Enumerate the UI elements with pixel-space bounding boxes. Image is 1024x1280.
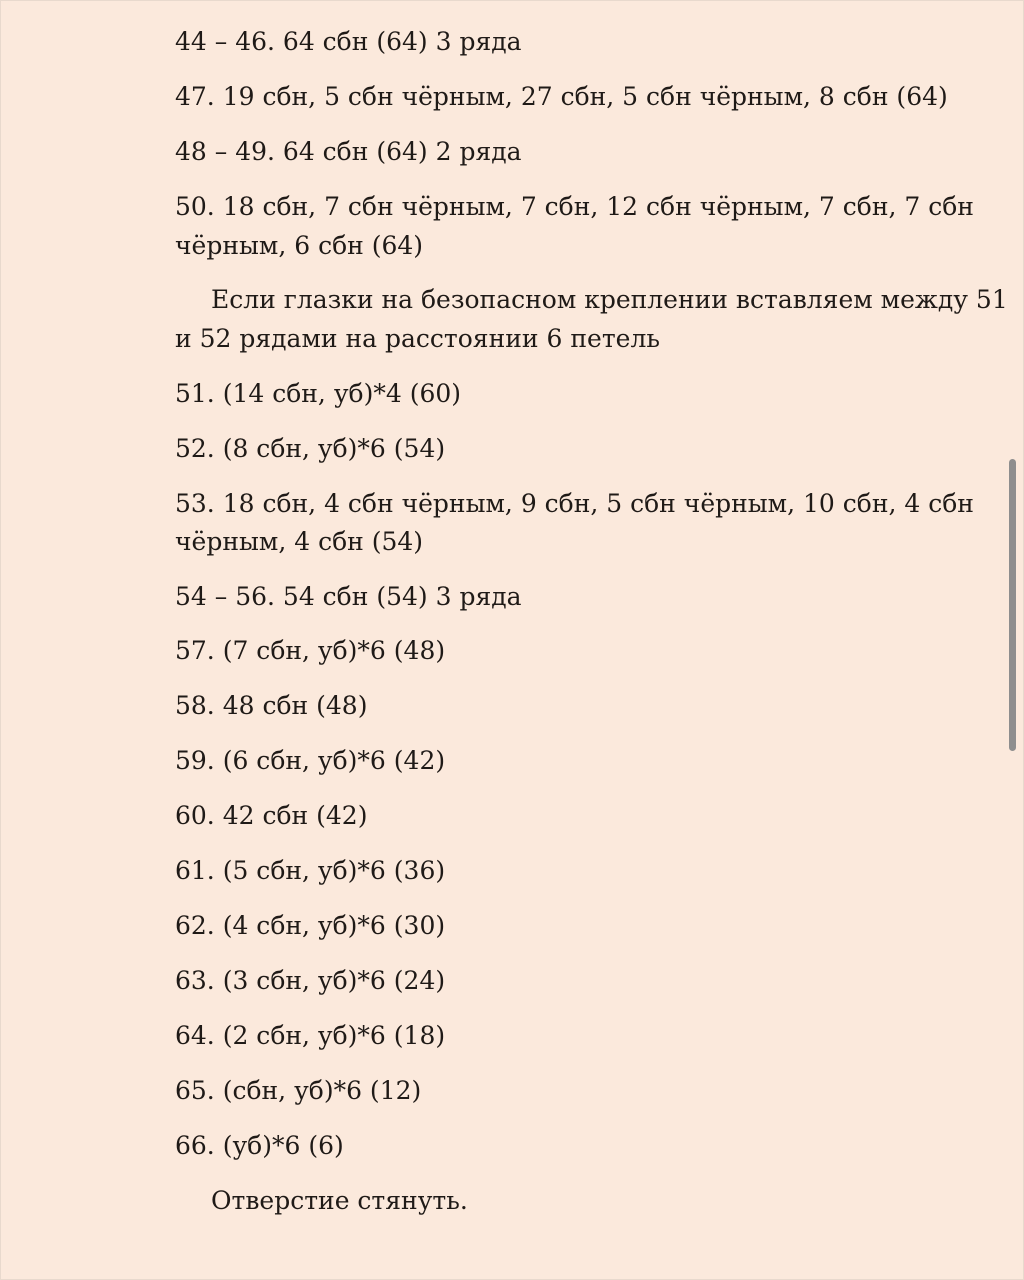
eyes-note-continued: и 52 рядами на расстоянии 6 петель	[175, 324, 660, 353]
row-66: 66. (уб)*6 (6)	[175, 1131, 344, 1160]
row-50: 50. 18 сбн, 7 сбн чёрным, 7 сбн, 12 сбн чёрным, 7 сбн, 7 сбн	[175, 192, 974, 221]
row-64: 64. (2 сбн, уб)*6 (18)	[175, 1021, 446, 1050]
row-60: 60. 42 сбн (42)	[175, 801, 368, 830]
row-51: 51. (14 сбн, уб)*4 (60)	[175, 379, 462, 408]
row-63: 63. (3 сбн, уб)*6 (24)	[175, 966, 446, 995]
row-47: 47. 19 сбн, 5 сбн чёрным, 27 сбн, 5 сбн чёрным, 8 сбн (64)	[175, 82, 948, 111]
row-58: 58. 48 сбн (48)	[175, 691, 368, 720]
closing-instruction: Отверстие стянуть.	[211, 1186, 468, 1215]
row-59: 59. (6 сбн, уб)*6 (42)	[175, 746, 446, 775]
row-50-continued: чёрным, 6 сбн (64)	[175, 231, 424, 260]
row-65: 65. (сбн, уб)*6 (12)	[175, 1076, 422, 1105]
row-57: 57. (7 сбн, уб)*6 (48)	[175, 636, 446, 665]
row-52: 52. (8 сбн, уб)*6 (54)	[175, 434, 446, 463]
row-48-49: 48 – 49. 64 сбн (64) 2 ряда	[175, 137, 522, 166]
row-53: 53. 18 сбн, 4 сбн чёрным, 9 сбн, 5 сбн чёрным, 10 сбн, 4 сбн	[175, 489, 974, 518]
row-61: 61. (5 сбн, уб)*6 (36)	[175, 856, 446, 885]
row-44-46: 44 – 46. 64 сбн (64) 3 ряда	[175, 27, 522, 56]
row-53-continued: чёрным, 4 сбн (54)	[175, 527, 424, 556]
vertical-scrollbar[interactable]	[1009, 459, 1016, 751]
row-54-56: 54 – 56. 54 сбн (54) 3 ряда	[175, 582, 522, 611]
row-62: 62. (4 сбн, уб)*6 (30)	[175, 911, 446, 940]
eyes-note: Если глазки на безопасном креплении вставляем между 51	[211, 285, 1008, 314]
